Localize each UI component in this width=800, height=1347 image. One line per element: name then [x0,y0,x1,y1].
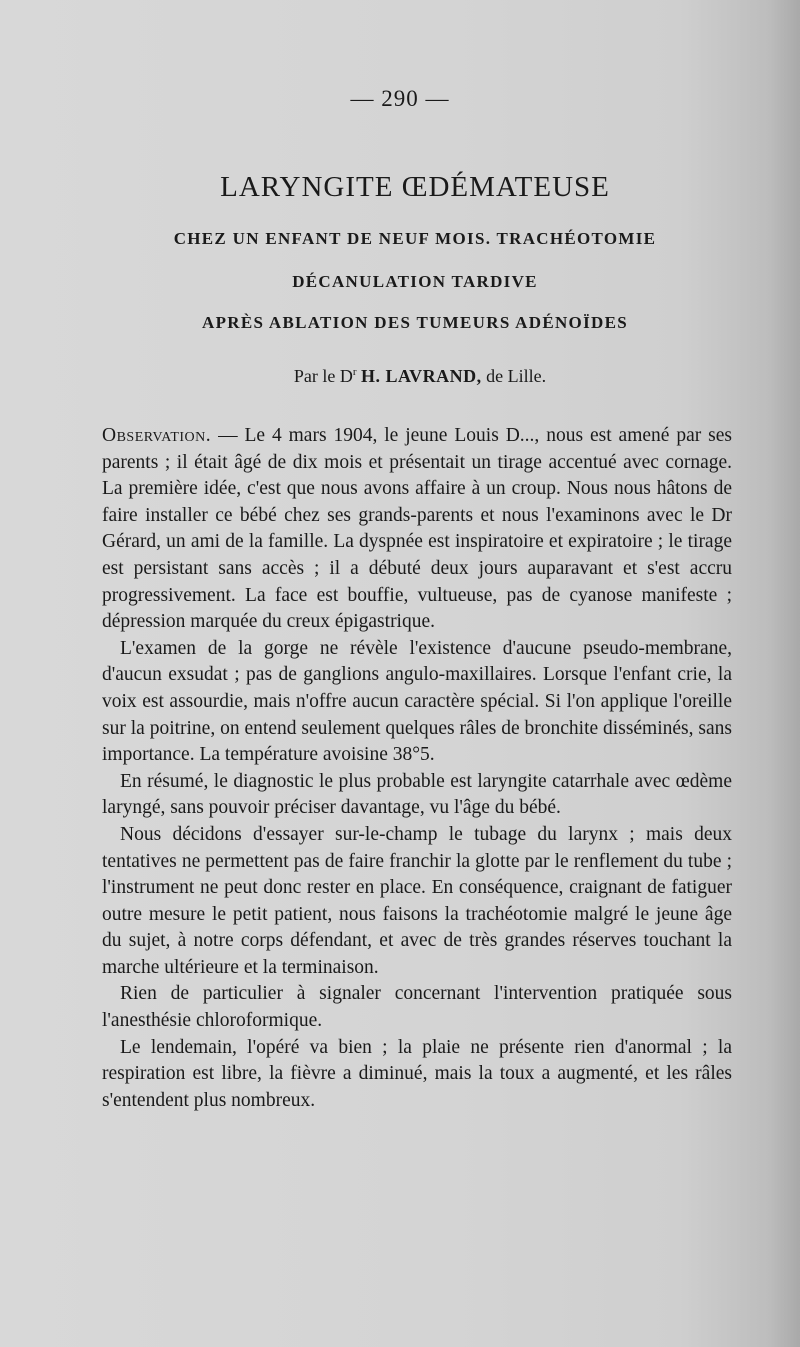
byline-suffix: de Lille. [486,366,547,386]
byline-prefix-sup: r [352,366,357,378]
subtitle-line-1: CHEZ UN ENFANT DE NEUF MOIS. TRACHÉOTOMIE [173,229,657,248]
page-number: — 290 — [350,86,450,111]
paragraph-4: Nous décidons d'essayer sur-le-champ le tubage du larynx ; mais deux tentatives ne permettent pas de faire franchir la glotte par le renflement du tube ; l'instrument ne peut donc rester en place. En conséquence, craignant de fatiguer outre mesure le petit patient, nous faisons la trachéotomie malgré le jeune âge du sujet, à notre corps défendant, et avec de très grandes réserves touchant la marche ultérieure et la terminaison. [102,823,732,978]
paragraph-5: Rien de particulier à signaler concernant l'intervention pratiquée sous l'anesthésie chloroformique. [102,983,732,1032]
subtitle-line-2: DÉCANULATION TARDIVE [292,272,538,291]
subtitle-line-3: APRÈS ABLATION DES TUMEURS ADÉNOÏDES [202,313,628,332]
byline-author: H. LAVRAND, [360,366,482,386]
article-body [102,423,732,1114]
byline [0,366,800,387]
paragraph-2: L'examen de la gorge ne révèle l'existence d'aucune pseudo-membrane, d'aucun exsudat ; pas de ganglions angulo-maxillaires. Lorsque l'enfant crie, la voix est assourdie, mais n'offre aucun caractère spécial. Si l'on applique l'oreille sur la poitrine, on entend seulement quelques râles de bronchite disséminés, sans importance. La température avoisine 38°5. [102,637,732,766]
observation-heading: Observation. [102,425,212,446]
paragraph-1 [102,423,732,636]
paragraph-6: Le lendemain, l'opéré va bien ; la plaie ne présente rien d'anormal ; la respiration est libre, la fièvre a diminué, mais la toux a augmenté, et les râles s'entendent plus nombreux. [102,1036,732,1111]
paragraph-1-text: — Le 4 mars 1904, le jeune Louis D..., nous est amené par ses parents ; il était âgé de dix mois et présentait un tirage accentué avec cornage. La première idée, c'est que nous avons affaire à un croup. Nous nous hâtons de faire installer ce bébé chez ses grands-parents et nous l'examinons avec le Dr Gérard, un ami de la famille. La dyspnée est inspiratoire et expiratoire ; le tirage est persistant sans accès ; il a débuté deux jours auparavant et s'est accru progressivement. La face est bouffie, vultueuse, pas de cyanose manifeste ; dépression marquée du creux épigastrique. [102,425,732,633]
byline-prefix: Par le D [293,366,353,386]
article-title: LARYNGITE ŒDÉMATEUSE [220,171,610,203]
paragraph-3: En résumé, le diagnostic le plus probable est laryngite catarrhale avec œdème laryngé, sans pouvoir préciser davantage, vu l'âge du bébé. [102,770,732,819]
